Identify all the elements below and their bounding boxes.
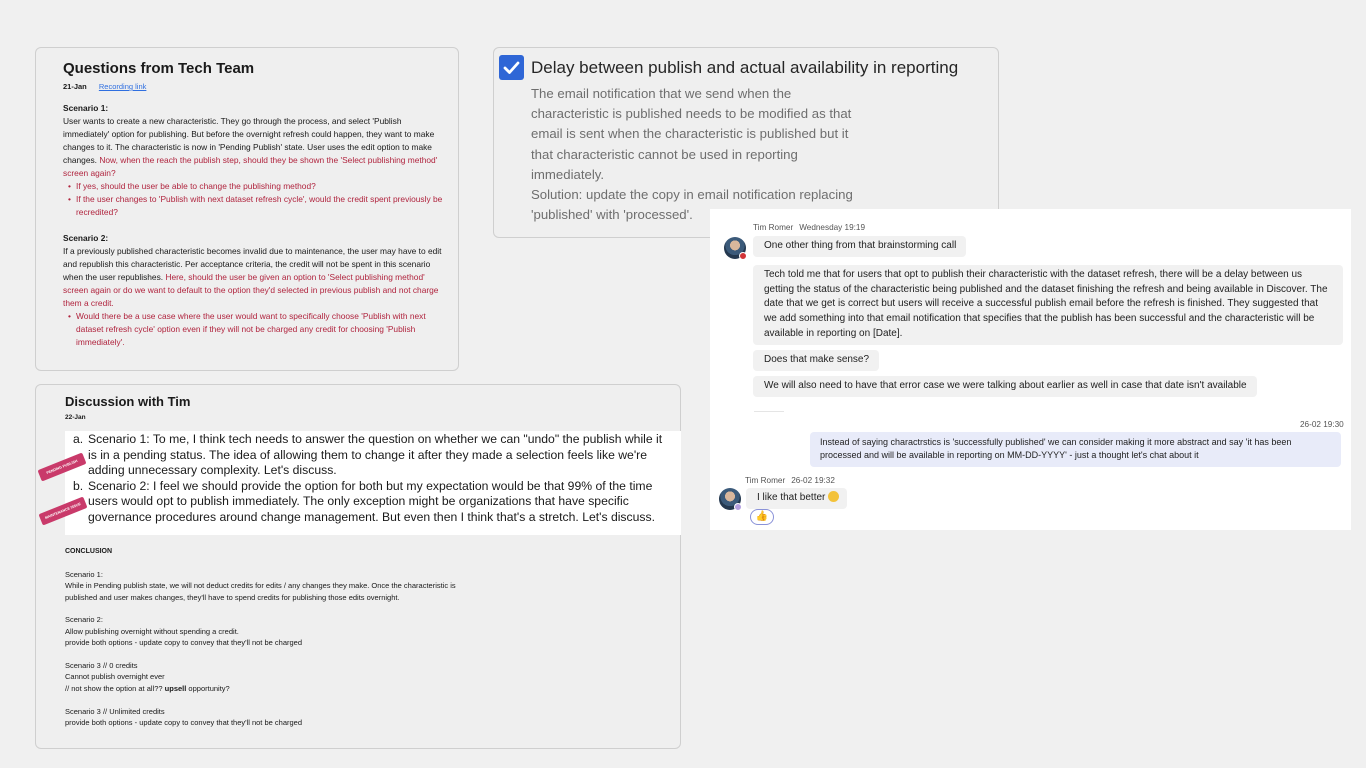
divider (754, 411, 784, 412)
list-item: a. Scenario 1: To me, I think tech needs to answer the question on whether we can "undo" the publish while it is in a pending status. The idea of allowing them to change it after they made a selection feels like we're adding unnecessary complexity. Let's discuss. (73, 432, 663, 477)
status-busy-icon (739, 252, 747, 260)
list-item: • Would there be a use case where the user would want to specifically choose 'Publish with next dataset refresh cycle' option even if they will not be charged any credit for choosing 'Publish immediately'. (76, 310, 443, 349)
my-message-time: 26-02 19:30 (1300, 420, 1344, 429)
scenario-2-bullets (63, 310, 443, 349)
questions-body (63, 102, 443, 349)
sender-name: Tim Romer (745, 476, 786, 485)
discussion-title: Discussion with Tim (65, 394, 191, 409)
chat-message: One other thing from that brainstorming call (753, 236, 966, 257)
conclusion-heading: CONCLUSION (65, 548, 113, 555)
scenario-2-heading: Scenario 2: (63, 233, 109, 243)
message-time: Wednesday 19:19 (799, 223, 866, 232)
scenario-1-bullets (63, 180, 443, 219)
chat-message: I like that better (746, 488, 847, 509)
conclusion: CONCLUSION Scenario 1: While in Pending publish state, we will not deduct credits for edits / any changes they make. Once the characteristic is published and user makes changes, they'll have to spend credits for publishing those edits overnight. Scenario 2: Allow publishing overnight without spending a credit. provide both options - update copy to convey that they'll not be charged Scenario 3 // 0 credits Cannot publish overnight ever // not show the option at all?? upsell opportunity? Scenario 3 // Unlimited credits provide both options - update copy to convey that they'll not be charged (65, 546, 545, 728)
message-header (753, 223, 865, 233)
list-item: • If yes, should the user be able to change the publishing method? (76, 180, 443, 193)
questions-title: Questions from Tech Team (63, 60, 255, 77)
pending-publish-tag: PENDING PUBLISH (37, 452, 86, 481)
task-title: Delay between publish and actual availability in reporting (531, 58, 959, 77)
discussion-list (73, 432, 673, 525)
scenario-2-text: If a previously published characteristic becomes invalid due to maintenance, the user may have to edit and republish this characteristic. Per acceptance criteria, the credit will not be spent in this scenario when the user republishes. Here, should the user be given an option to 'Select publishing method' screen again or do we want to default to the option they'd selected in previous publish and not charge them a credit. (63, 246, 442, 308)
message-header (745, 476, 835, 486)
chat-message: Does that make sense? (753, 350, 879, 371)
task-description: The email notification that we send when the characteristic is published needs to be modified as that email is sent when the characteristic is published but it that characteristic cannot be used in reporting immediately. Solution: update the copy in email notification replacing 'published' with 'processed'. (531, 86, 853, 223)
my-chat-message: Instead of saying charactrstics is 'successfully published' we can consider making it more abstract and say 'it has been processed and will be available in reporting on MM-DD-YYYY' - just a thought let's chat about it (810, 432, 1341, 467)
chat-panel (710, 209, 1351, 530)
grinning-emoji-icon (828, 491, 839, 502)
thumbs-up-reaction[interactable]: 👍 (750, 509, 774, 525)
status-icon (734, 503, 742, 511)
checkmark-icon (499, 55, 524, 80)
list-item: b. Scenario 2: I feel we should provide the option for both but my expectation would be that 99% of the time users would opt to publish immediately. The only exception might be organizations that have specific governance procedures around change management. But even then I think that's a stretch. Let's discuss. (73, 478, 655, 524)
sender-name: Tim Romer (753, 223, 794, 232)
questions-card (35, 47, 459, 371)
questions-meta (63, 82, 458, 92)
message-time: 26-02 19:32 (791, 476, 835, 485)
scenario-1-text: User wants to create a new characteristic. They go through the process, and select 'Publish immediately' option for publishing. But before the overnight refresh could happen, they want to make changes to it. The characteristic is now in 'Pending Publish' state. User uses the edit option to make changes. Now, when the reach the publish step, should they be shown the 'Select publishing method' screen again? (63, 116, 438, 178)
discussion-date: 22-Jan (65, 414, 86, 421)
list-item: • If the user changes to 'Publish with next dataset refresh cycle', would the credit spent previously be recredited? (76, 193, 443, 219)
checkbox[interactable] (499, 55, 524, 80)
chat-message: Tech told me that for users that opt to publish their characteristic with the dataset refresh, there will be a delay between us getting the status of the characteristic being published and the dataset finishing the refresh and being available in Discover. The date that we get is correct but users will receive a successful publish email before the refresh is finished. They suggested that we add something into that email notification that specifies that the publish has been successful and the characteristic will be available in reporting on [Date]. (753, 265, 1343, 345)
scenario-1-heading: Scenario 1: (63, 103, 109, 113)
discussion-card (35, 384, 681, 749)
chat-message: We will also need to have that error case we were talking about earlier as well in case that date isn't available (753, 376, 1257, 397)
maintenance-issue-tag: MAINTENANCE ISSUE (38, 496, 87, 525)
recording-link[interactable]: Recording link (98, 82, 147, 91)
questions-date: 21-Jan (63, 82, 87, 91)
